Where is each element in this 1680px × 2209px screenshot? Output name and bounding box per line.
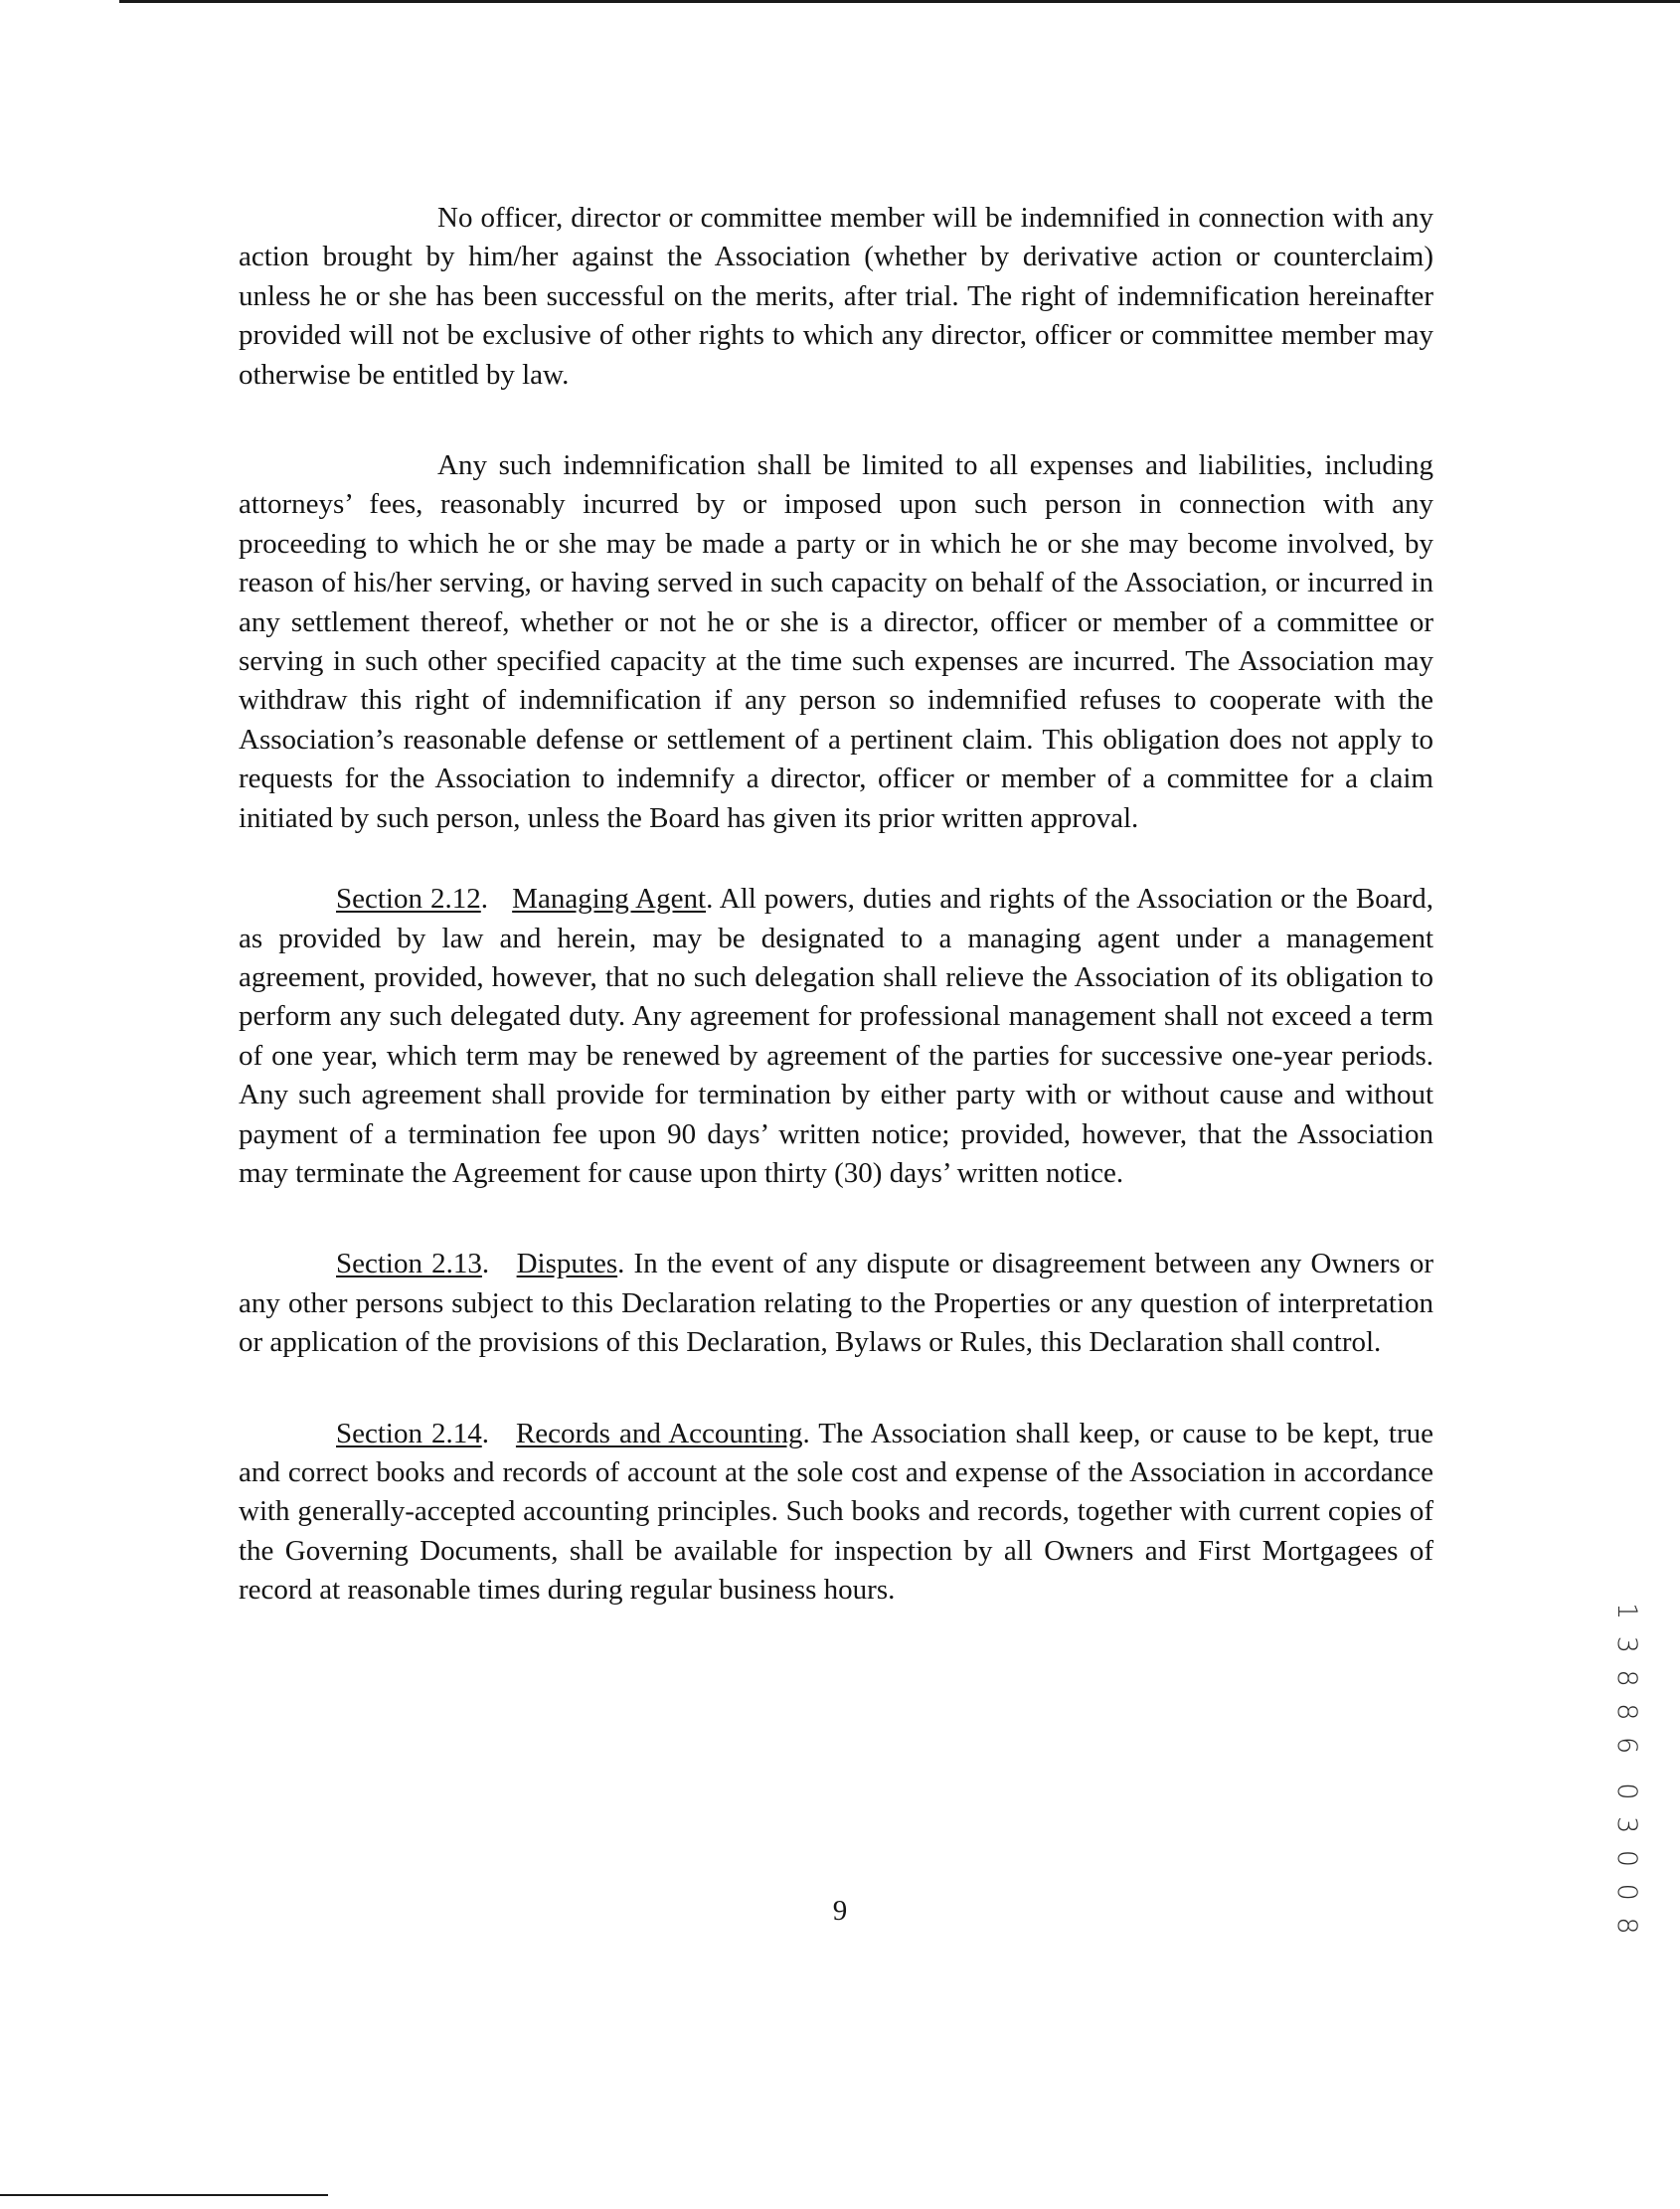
section-2-14-paragraph: Section 2.14. Records and Accounting. The Association shall keep, or cause to be kept, true and correct books and records of account at the sole cost and expense of the Association in accordance with generally-accepted accounting principles. Such books and records, together with current copies of the Governing Documents, shall be available for inspection by all Owners and First Mortgagees of record at reasonable times during regular business hours. — [239, 1417, 1434, 1607]
bottom-scan-rule — [0, 2194, 328, 2196]
section-2-14-number: Section 2.14 — [336, 1417, 482, 1449]
section-2-13-number: Section 2.13 — [336, 1248, 482, 1280]
section-2-13-body: In the event of any dispute or disagreement between any Owners or any other persons subject to this Declaration relating to the Properties or any question of interpretation or application of the provisions of this Declaration, Bylaws or Rules, this Declaration shall control. — [239, 1248, 1433, 1359]
top-scan-rule — [119, 0, 1680, 3]
document-page-body — [239, 199, 1433, 1611]
section-2-12-title: Managing Agent — [512, 883, 707, 916]
section-2-14-title: Records and Accounting — [515, 1417, 803, 1449]
page-number: 9 — [832, 1895, 848, 1927]
section-2-13-paragraph: Section 2.13. Disputes. In the event of any dispute or disagreement between any Owners or any other persons subject to this Declaration relating to the Properties or any question of interpretation or application of the provisions of this Declaration, Bylaws or Rules, this Declaration shall control. — [239, 1248, 1433, 1359]
indemnification-limits-paragraph: Any such indemnification shall be limited to all expenses and liabilities, including attorneys’ fees, reasonably incurred by or imposed upon such person in connection with any proceeding to which he or she may be made a party or in which he or she may become involved, by reason of his/her serving, or having served in such capacity on behalf of the Association, or incurred in any settlement thereof, whether or not he or she is a director, officer or member of a committee or serving in such other specified capacity at the time such expenses are incurred. The Association may withdraw this right of indemnification if any person so indemnified refuses to cooperate with the Association’s reasonable defense or settlement of a pertinent claim. This obligation does not apply to requests for the Association to indemnify a director, officer or member of a committee for a claim initiated by such person, unless the Board has given its prior written approval. — [239, 449, 1433, 834]
recording-stamp — [1602, 1603, 1642, 1939]
section-2-14-body: The Association shall keep, or cause to be kept, true and correct books and records of account at the sole cost and expense of the Association in accordance with generally-accepted accounting principles. Such books and records, together with current copies of the Governing Documents, shall be available for inspection by all Owners and First Mortgagees of record at reasonable times during regular business hours. — [239, 1417, 1434, 1607]
section-2-13-title: Disputes — [516, 1248, 618, 1280]
section-2-12-body: All powers, duties and rights of the Association or the Board, as provided by law and herein, may be designated to a managing agent under a management agreement, provided, however, that no such delegation shall relieve the Association of its obligation to perform any such delegated duty. Any agreement for professional management shall not exceed a term of one year, which term may be renewed by agreement of the parties for successive one-year periods. Any such agreement shall provide for termination by either party with or without cause and without payment of a termination fee upon 90 days’ written notice; provided, however, that the Association may terminate the Agreement for cause upon thirty (30) days’ written notice. — [239, 883, 1434, 1189]
section-2-12-number: Section 2.12 — [336, 883, 481, 916]
section-2-12-paragraph: Section 2.12. Managing Agent. All powers, duties and rights of the Association or the Board, as provided by law and herein, may be designated to a managing agent under a management agreement, provided, however, that no such delegation shall relieve the Association of its obligation to perform any such delegated duty. Any agreement for professional management shall not exceed a term of one year, which term may be renewed by agreement of the parties for successive one-year periods. Any such agreement shall provide for termination by either party with or without cause and without payment of a termination fee upon 90 days’ written notice; provided, however, that the Association may terminate the Agreement for cause upon thirty (30) days’ written notice. — [239, 883, 1434, 1189]
recording-stamp-text: 1 3 8 8 6 0 3 0 0 8 — [1611, 1603, 1642, 1939]
indemnification-exclusion-paragraph: No officer, director or committee member will be indemnified in connection with any action brought by him/her against the Association (whether by derivative action or counterclaim) unless he or she has been successful on the merits, after trial. The right of indemnification hereinafter provided will not be exclusive of other rights to which any director, officer or committee member may otherwise be entitled by law. — [239, 202, 1433, 391]
